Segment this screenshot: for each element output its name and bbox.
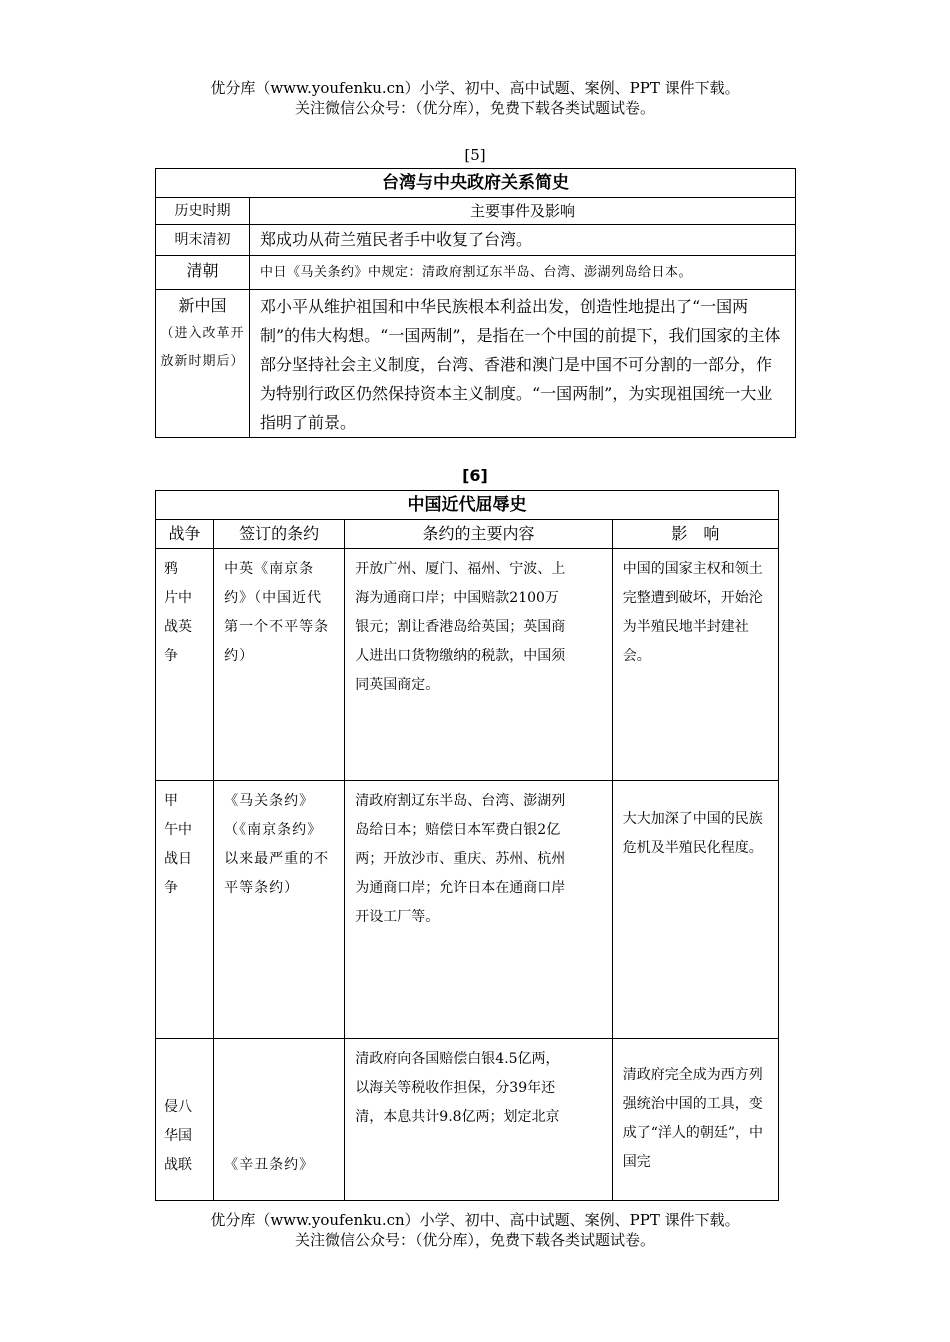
war-text: 鸦: [164, 561, 178, 577]
content-line: 开放广州、厦门、福州、宁波、上: [355, 561, 566, 577]
period-cell: 清朝: [156, 256, 250, 290]
period-cell: 明末清初: [156, 225, 250, 256]
treaty-cell: 中英《南京条约》（中国近代第一个不平等条约）: [214, 549, 345, 781]
war-cell: [156, 1039, 214, 1201]
content-line: 岛给日本；赔偿日本军费白银2亿: [355, 822, 561, 838]
event-cell: 邓小平从维护祖国和中华民族根本利益出发，创造性地提出了“一国两制”的伟大构想。“一国两制”，是指在一个中国的前提下，我们国家的主体部分坚持社会主义制度，台湾、香港和澳门是中国不可分割的一部分，作为特别行政区仍然保持资本主义制度。“一国两制”，为实现祖国统一大业指明了前景。: [250, 290, 796, 438]
header-line-2: 关注微信公众号：（优分库），免费下载各类试题试卷。: [294, 99, 655, 117]
footer-line-1: 优分库（www.youfenku.cn）小学、初中、高中试题、案例、PPT 课件下载。: [210, 1211, 740, 1229]
period-cell: [156, 290, 250, 438]
war-text: 战英: [164, 619, 192, 635]
content-line: 海为通商口岸；中国赔款2100万: [355, 590, 559, 606]
content-cell: [345, 1039, 612, 1201]
treaty-cell: 《辛丑条约》: [214, 1039, 345, 1201]
table-row: [156, 781, 779, 1039]
war-text: 争: [164, 880, 178, 896]
table-row: [156, 290, 796, 438]
war-text: 片中: [164, 590, 192, 606]
period-main: 新中国: [178, 296, 227, 315]
column-header-period: 历史时期: [156, 198, 250, 225]
page-footer: [0, 1210, 950, 1250]
humiliation-history-table: [155, 490, 779, 1201]
war-text: 战日: [164, 851, 192, 867]
war-cell: [156, 549, 214, 781]
period-sub: （进入改革开放新时期后）: [160, 326, 245, 369]
war-text: 战联: [164, 1157, 192, 1173]
impact-cell: 清政府完全成为西方列强统治中国的工具，变成了“洋人的朝廷”，中国完: [612, 1039, 778, 1201]
event-cell: 郑成功从荷兰殖民者手中收复了台湾。: [250, 225, 796, 256]
column-header-content: 条约的主要内容: [345, 520, 612, 549]
content-cell: [345, 781, 612, 1039]
treaty-cell: 《马关条约》（《南京条约》以来最严重的不平等条约）: [214, 781, 345, 1039]
table-row: [156, 256, 796, 290]
content-line: 开设工厂等。: [355, 909, 440, 925]
war-text: 甲: [164, 793, 178, 809]
content-line: 清，本息共计9.8亿两；划定北京: [355, 1109, 560, 1125]
table-title: 台湾与中央政府关系简史: [156, 169, 796, 198]
column-header-event: 主要事件及影响: [250, 198, 796, 225]
table-row: [156, 1039, 779, 1201]
war-text: 华国: [164, 1128, 192, 1144]
war-text: 争: [164, 648, 178, 664]
event-cell: 中日《马关条约》中规定：清政府割辽东半岛、台湾、澎湖列岛给日本。: [250, 256, 796, 290]
content-line: 以海关等税收作担保，分39年还: [355, 1080, 556, 1096]
column-header-treaty: 签订的条约: [214, 520, 345, 549]
footer-line-2: 关注微信公众号：（优分库），免费下载各类试题试卷。: [294, 1231, 655, 1249]
content-cell: [345, 549, 612, 781]
war-text: 午中: [164, 822, 192, 838]
table-row: [156, 225, 796, 256]
table-row: [156, 549, 779, 781]
content-line: 同英国商定。: [355, 677, 440, 693]
column-header-impact: 影 响: [612, 520, 778, 549]
war-text: 侵八: [164, 1099, 192, 1115]
content-line: 人进出口货物缴纳的税款，中国须: [355, 648, 566, 664]
impact-cell: 中国的国家主权和领土完整遭到破坏，开始沦为半殖民地半封建社会。: [612, 549, 778, 781]
impact-cell: 大大加深了中国的民族危机及半殖民化程度。: [612, 781, 778, 1039]
content-line: 为通商口岸；允许日本在通商口岸: [355, 880, 566, 896]
content-line: 两；开放沙市、重庆、苏州、杭州: [355, 851, 566, 867]
content-line: 清政府向各国赔偿白银4.5亿两，: [355, 1051, 560, 1067]
content-line: 银元；割让香港岛给英国；英国商: [355, 619, 566, 635]
section-6-label: [6]: [462, 466, 488, 485]
page-header: [0, 78, 950, 118]
header-line-1: 优分库（www.youfenku.cn）小学、初中、高中试题、案例、PPT 课件下载。: [210, 79, 740, 97]
section-5-label: [5]: [464, 146, 486, 164]
war-cell: [156, 781, 214, 1039]
content-line: 清政府割辽东半岛、台湾、澎湖列: [355, 793, 566, 809]
column-header-war: 战争: [156, 520, 214, 549]
taiwan-history-table: [155, 168, 796, 438]
table-title: 中国近代屈辱史: [156, 491, 779, 520]
